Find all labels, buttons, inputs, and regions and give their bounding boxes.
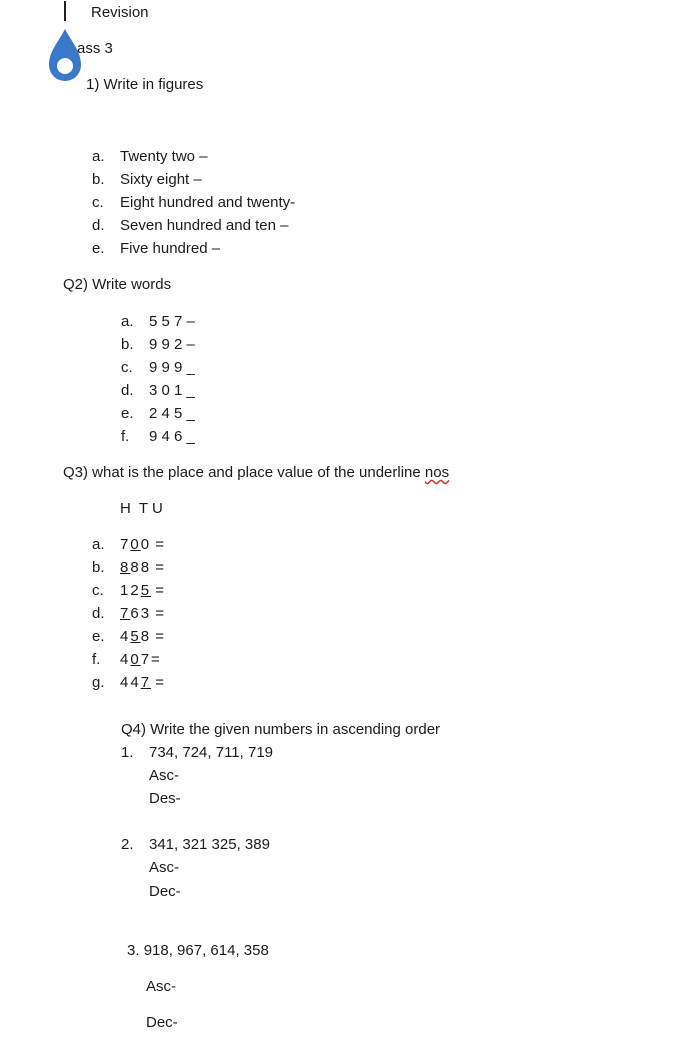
q3-title-text: Q3) what is the place and place value of the underline <box>63 464 425 481</box>
text-cursor-icon <box>64 1 66 21</box>
q2-text: 2 4 5 _ <box>149 405 195 422</box>
q4-numbers: 734, 724, 711, 719 <box>149 744 273 761</box>
q1-marker: d. <box>92 217 105 234</box>
q4-group-2-numbers <box>121 836 270 854</box>
q4-numbers: 918, 967, 614, 358 <box>143 942 269 959</box>
q3-equals: = <box>151 582 164 599</box>
q2-item-d <box>121 382 195 400</box>
q1-item-a <box>92 148 208 166</box>
q4-group-1-numbers <box>121 744 273 762</box>
q4-group-3-numbers <box>127 942 269 960</box>
class-label: ass 3 <box>77 40 113 57</box>
q3-digit: 8 <box>130 559 141 576</box>
q2-title: Q2) Write words <box>63 276 172 293</box>
q3-marker: b. <box>92 559 105 576</box>
q3-item-d <box>92 605 164 623</box>
q3-marker: c. <box>92 582 104 599</box>
q2-text: 9 9 9 _ <box>149 359 195 376</box>
q3-digit: 4 <box>120 628 131 645</box>
q1-marker: e. <box>92 240 105 257</box>
q2-marker: f. <box>121 428 130 445</box>
q3-underlined-digit: 8 <box>120 559 131 576</box>
q2-item-f <box>121 428 195 446</box>
q2-marker: d. <box>121 382 134 399</box>
q2-text: 9 4 6 _ <box>149 428 195 445</box>
q2-item-a <box>121 313 195 331</box>
q3-equals: = <box>151 536 164 553</box>
q3-underlined-digit: 5 <box>140 582 152 599</box>
q1-text: Seven hundred and ten – <box>120 217 289 234</box>
q3-marker: g. <box>92 674 105 691</box>
q3-underlined-digit: 5 <box>130 628 141 645</box>
q2-marker: c. <box>121 359 133 376</box>
q4-title: Q4) Write the given numbers in ascending order <box>121 721 441 738</box>
q3-item-e <box>92 628 164 646</box>
q3-underlined-digit: 0 <box>130 651 141 668</box>
q1-item-c <box>92 194 295 212</box>
q3-digit: 2 <box>130 582 141 599</box>
q3-title-misspelled-word: nos <box>424 464 450 481</box>
q3-marker: f. <box>92 651 101 668</box>
q1-marker: c. <box>92 194 104 211</box>
q3-digit: 4 <box>120 674 131 691</box>
q3-equals: = <box>151 559 164 576</box>
q1-text: Twenty two – <box>120 148 208 165</box>
q3-item-a <box>92 536 164 554</box>
q4-group-3-asc: Asc- <box>146 978 176 995</box>
q4-group-label: 3. <box>127 942 140 959</box>
q1-text: Sixty eight – <box>120 171 202 188</box>
q3-equals: = <box>151 628 164 645</box>
q3-digit: 4 <box>130 674 141 691</box>
q3-digit: 0 <box>140 536 152 553</box>
q4-group-1-asc: Asc- <box>149 767 179 784</box>
q3-item-c <box>92 582 164 600</box>
q3-digit: 8 <box>140 628 152 645</box>
q3-digit: 3 <box>140 605 152 622</box>
q3-digit: 1 <box>120 582 131 599</box>
q3-digit: 7 <box>140 651 152 668</box>
q2-text: 9 9 2 – <box>149 336 195 353</box>
q2-text: 5 5 7 – <box>149 313 195 330</box>
q1-title: 1) Write in figures <box>86 76 204 93</box>
q2-marker: b. <box>121 336 134 353</box>
q4-group-label: 1. <box>121 744 134 761</box>
q2-marker: e. <box>121 405 134 422</box>
q1-text: Eight hundred and twenty- <box>120 194 296 211</box>
q2-item-b <box>121 336 195 354</box>
q3-item-g <box>92 674 164 692</box>
q2-item-c <box>121 359 195 377</box>
q4-group-1-des: Des- <box>149 790 181 807</box>
q3-marker: e. <box>92 628 105 645</box>
q3-marker: a. <box>92 536 105 553</box>
q3-item-b <box>92 559 164 577</box>
q3-underlined-digit: 7 <box>140 674 152 691</box>
location-pin-icon[interactable] <box>45 27 85 85</box>
q1-item-e <box>92 240 220 258</box>
q1-marker: a. <box>92 148 105 165</box>
q3-marker: d. <box>92 605 105 622</box>
q3-htu-header: H T U <box>120 500 163 517</box>
q3-item-f <box>92 651 160 669</box>
q1-item-d <box>92 217 288 235</box>
q2-item-e <box>121 405 195 423</box>
q3-equals: = <box>151 674 164 691</box>
q4-group-2-asc: Asc- <box>149 859 179 876</box>
q4-numbers: 341, 321 325, 389 <box>149 836 270 853</box>
q3-equals: = <box>151 651 160 668</box>
q4-group-2-dec: Dec- <box>149 883 181 900</box>
q3-underlined-digit: 7 <box>120 605 131 622</box>
doc-title: Revision <box>91 4 149 21</box>
q2-text: 3 0 1 _ <box>149 382 195 399</box>
q1-item-b <box>92 171 202 189</box>
q4-group-3-dec: Dec- <box>146 1014 178 1031</box>
q4-group-label: 2. <box>121 836 134 853</box>
q3-digit: 6 <box>130 605 141 622</box>
q3-digit: 7 <box>120 536 131 553</box>
q1-marker: b. <box>92 171 105 188</box>
q2-marker: a. <box>121 313 134 330</box>
q3-digit: 4 <box>120 651 131 668</box>
q3-underlined-digit: 0 <box>130 536 141 553</box>
q3-title <box>63 464 449 482</box>
q1-text: Five hundred – <box>120 240 221 257</box>
q3-equals: = <box>151 605 164 622</box>
q3-digit: 8 <box>140 559 152 576</box>
